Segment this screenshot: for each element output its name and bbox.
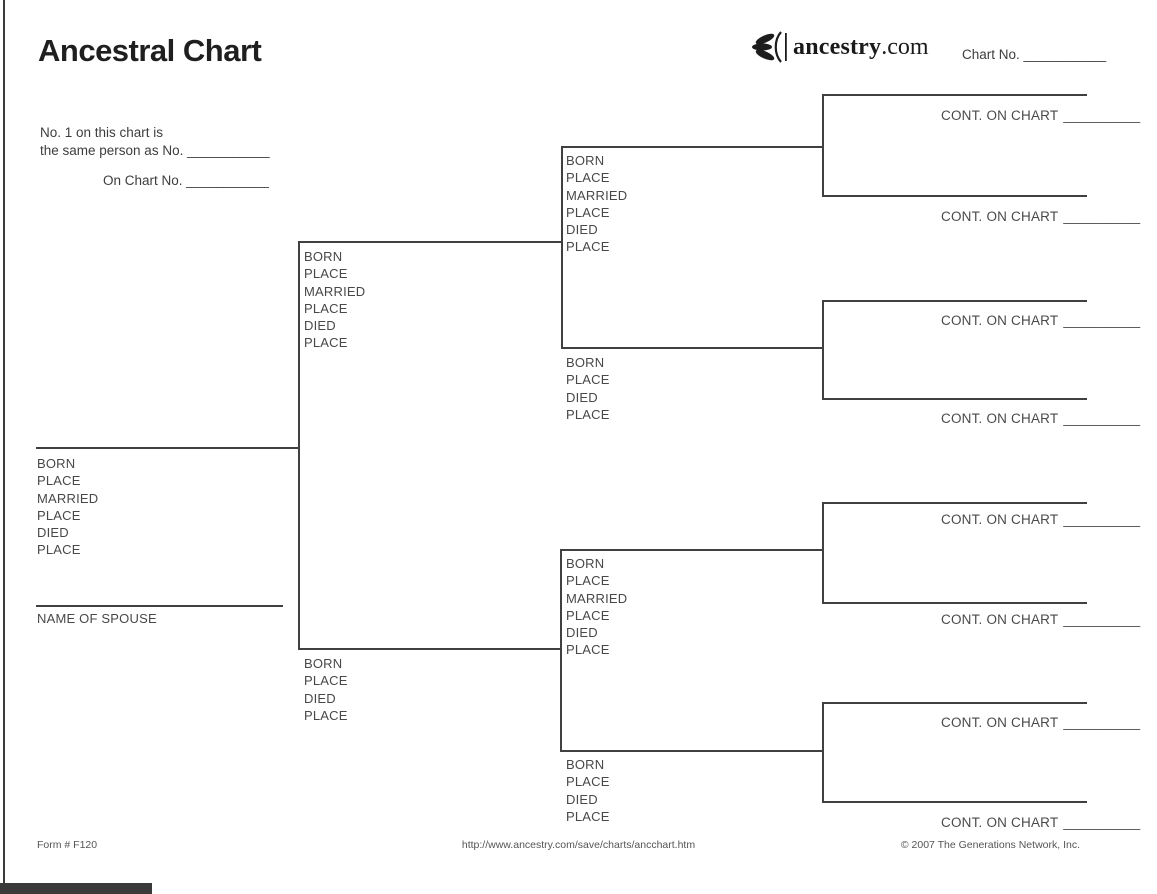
field-place: PLACE (566, 642, 610, 658)
great-grandparent-line-8 (822, 801, 1087, 803)
field-place: PLACE (566, 573, 610, 589)
paternal-grandparents-bracket (561, 146, 563, 349)
field-place: PLACE (304, 335, 348, 351)
field-born: BORN (566, 153, 605, 168)
maternal-grandfather-line (560, 549, 823, 551)
field-place: PLACE (566, 607, 610, 623)
name-of-spouse-label: NAME OF SPOUSE (37, 611, 157, 626)
cont-blank: __________ (1063, 715, 1141, 730)
field-place: PLACE (566, 406, 610, 422)
cont-on-chart-6 (941, 612, 1140, 627)
brand-tld-text: .com (881, 33, 929, 60)
field-place: PLACE (304, 673, 348, 689)
great-grandparent-line-5 (822, 502, 1087, 504)
cont-on-chart-5 (941, 512, 1140, 527)
field-married: MARRIED (304, 283, 366, 299)
paternal-grandfather-line (561, 146, 823, 148)
person1-fields (37, 455, 98, 559)
great-grandparents-bracket-4 (822, 702, 824, 803)
spouse-line (36, 605, 283, 607)
paternal-grandmother-line (561, 347, 823, 349)
mother-line (298, 648, 562, 650)
note-line-3 (103, 172, 270, 190)
ancestry-logo (752, 30, 929, 64)
field-place: PLACE (304, 300, 348, 316)
parents-bracket (298, 241, 300, 650)
great-grandparents-bracket-3 (822, 502, 824, 604)
field-died: DIED (304, 318, 336, 334)
field-died: DIED (566, 625, 598, 641)
field-place: PLACE (566, 204, 610, 220)
cont-on-chart-2 (941, 209, 1140, 224)
field-born: BORN (304, 656, 343, 671)
field-place: PLACE (566, 808, 610, 824)
field-died: DIED (566, 791, 598, 807)
field-born: BORN (566, 556, 605, 571)
mother-fields (304, 655, 348, 724)
on-chart-blank: ___________ (186, 173, 269, 188)
field-place: PLACE (37, 507, 81, 523)
source-url: http://www.ancestry.com/save/charts/ancchart.htm (461, 839, 696, 851)
chart-number-blank: ___________ (1023, 47, 1107, 62)
chart-number-label: Chart No. (962, 47, 1020, 62)
great-grandparent-line-1 (822, 94, 1087, 96)
field-married: MARRIED (566, 187, 628, 203)
cont-on-chart-7 (941, 715, 1140, 730)
cont-label: CONT. ON CHART (941, 108, 1059, 123)
field-born: BORN (37, 456, 76, 471)
maternal-grandmother-fields (566, 756, 610, 825)
copyright-notice: © 2007 The Generations Network, Inc. (900, 839, 1080, 851)
cont-label: CONT. ON CHART (941, 411, 1059, 426)
great-grandparent-line-7 (822, 702, 1087, 704)
great-grandparent-line-2 (822, 195, 1087, 197)
same-person-blank: ___________ (187, 142, 270, 158)
field-died: DIED (566, 222, 598, 238)
cont-blank: __________ (1063, 108, 1141, 123)
cont-on-chart-4 (941, 411, 1140, 426)
maternal-grandparents-bracket (560, 549, 562, 752)
form-title: Ancestral Chart (38, 33, 262, 68)
field-place: PLACE (37, 542, 81, 558)
field-died: DIED (566, 389, 598, 405)
person1-line (36, 447, 299, 449)
paternal-grandfather-fields (566, 152, 627, 256)
field-place: PLACE (566, 372, 610, 388)
great-grandparent-line-6 (822, 602, 1087, 604)
cont-on-chart-8 (941, 815, 1140, 830)
cont-blank: __________ (1063, 313, 1141, 328)
cont-on-chart-1 (941, 108, 1140, 123)
field-place: PLACE (37, 473, 81, 489)
ancestry-wordmark (793, 34, 929, 61)
cont-blank: __________ (1063, 209, 1141, 224)
cont-blank: __________ (1063, 411, 1141, 426)
page-border-left (3, 0, 5, 883)
note-line-1: No. 1 on this chart is (40, 125, 164, 140)
same-person-label: the same person as No. (40, 142, 184, 158)
cont-blank: __________ (1063, 815, 1141, 830)
note-line-2 (40, 142, 270, 160)
field-place: PLACE (566, 774, 610, 790)
field-place: PLACE (566, 239, 610, 255)
cont-label: CONT. ON CHART (941, 512, 1059, 527)
field-born: BORN (566, 757, 605, 772)
field-place: PLACE (304, 266, 348, 282)
chart-reference-note (40, 124, 270, 190)
father-fields (304, 248, 365, 352)
cont-label: CONT. ON CHART (941, 815, 1059, 830)
great-grandparents-bracket-2 (822, 300, 824, 400)
father-line (298, 241, 563, 243)
field-place: PLACE (304, 707, 348, 723)
cont-label: CONT. ON CHART (941, 715, 1059, 730)
maternal-grandmother-line (560, 750, 823, 752)
paternal-grandmother-fields (566, 354, 610, 423)
great-grandparent-line-3 (822, 300, 1087, 302)
field-married: MARRIED (37, 490, 99, 506)
cont-on-chart-3 (941, 313, 1140, 328)
page-edge-bottom (0, 883, 152, 894)
field-died: DIED (304, 690, 336, 706)
cont-label: CONT. ON CHART (941, 612, 1059, 627)
cont-label: CONT. ON CHART (941, 313, 1059, 328)
on-chart-label: On Chart No. (103, 173, 183, 188)
great-grandparents-bracket-1 (822, 94, 824, 197)
field-married: MARRIED (566, 590, 628, 606)
form-number: Form # F120 (37, 839, 98, 851)
maternal-grandfather-fields (566, 555, 627, 659)
ancestry-leaf-icon (752, 31, 790, 63)
great-grandparent-line-4 (822, 398, 1087, 400)
chart-number-field (962, 47, 1106, 62)
field-died: DIED (37, 525, 69, 541)
cont-label: CONT. ON CHART (941, 209, 1059, 224)
field-born: BORN (304, 249, 343, 264)
field-place: PLACE (566, 170, 610, 186)
field-born: BORN (566, 355, 605, 370)
brand-name-text: ancestry (793, 33, 882, 60)
cont-blank: __________ (1063, 512, 1141, 527)
cont-blank: __________ (1063, 612, 1141, 627)
